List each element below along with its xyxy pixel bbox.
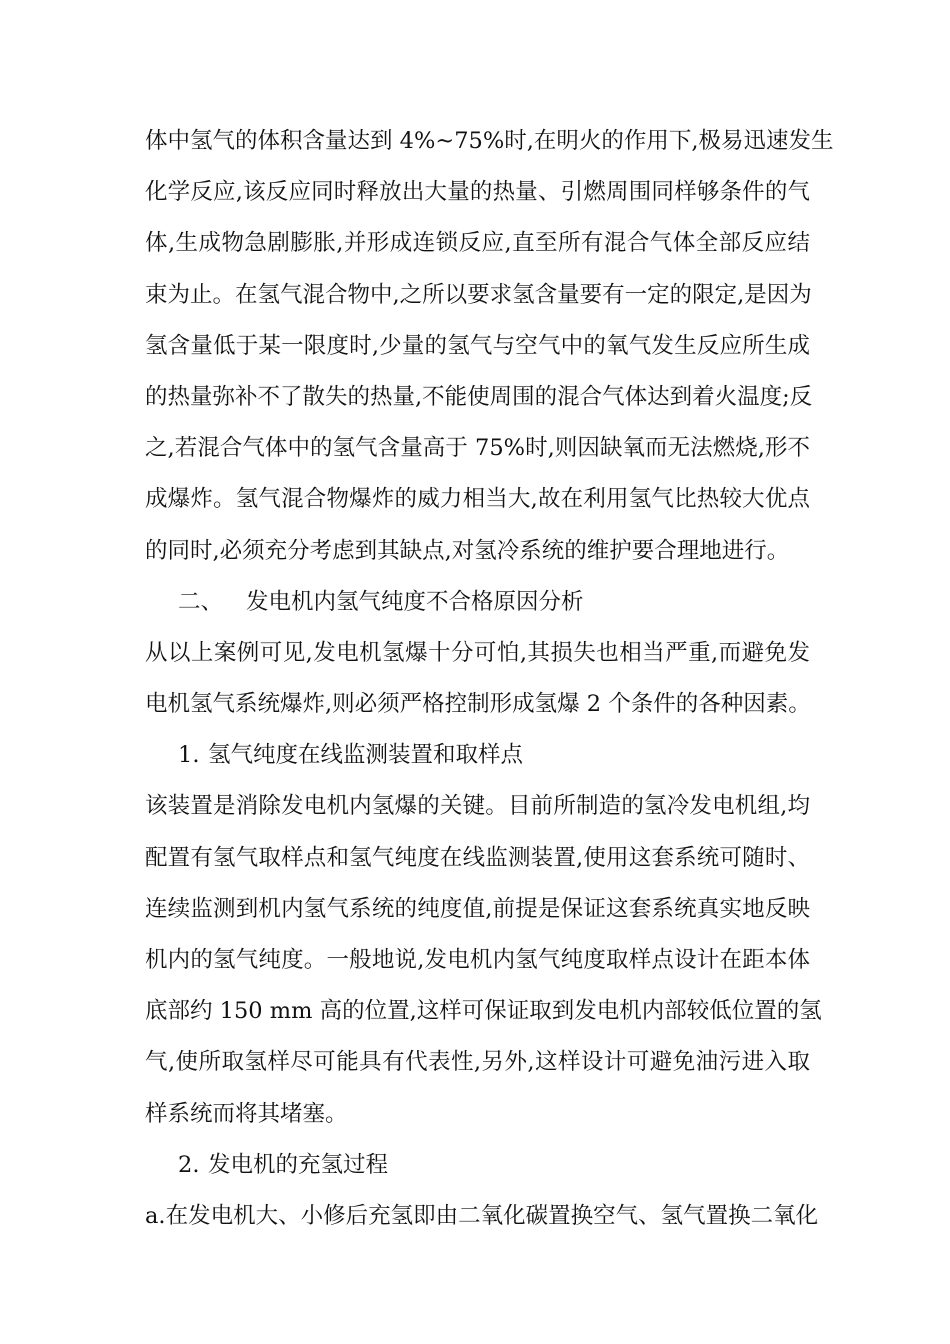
text-line: 该装置是消除发电机内氢爆的关键。目前所制造的氢冷发电机组,均 bbox=[145, 793, 810, 820]
heading-number: 2. bbox=[178, 1151, 200, 1178]
subsection-heading-2 bbox=[145, 1140, 810, 1191]
heading-text: 发电机内氢气纯度不合格原因分析 bbox=[246, 588, 584, 615]
text-line: 体中氢气的体积含量达到 4%~75%时,在明火的作用下,极易迅速发生 bbox=[145, 128, 834, 154]
text-line: 从以上案例可见,发电机氢爆十分可怕,其损失也相当严重,而避免发 bbox=[145, 639, 810, 666]
text-line: 之,若混合气体中的氢气含量高于 75%时,则因缺氧而无法燃烧,形不 bbox=[145, 435, 810, 462]
heading-text: 发电机的充氢过程 bbox=[208, 1151, 389, 1178]
section-heading-2 bbox=[145, 577, 810, 628]
text-line: 机内的氢气纯度。一般地说,发电机内氢气纯度取样点设计在距本体 bbox=[145, 947, 810, 973]
text-line: 样系统而将其堵塞。 bbox=[145, 1100, 348, 1127]
text-line: 配置有氢气取样点和氢气纯度在线监测装置,使用这套系统可随时、 bbox=[145, 844, 810, 871]
text-line: 的热量弥补不了散失的热量,不能使周围的混合气体达到着火温度;反 bbox=[145, 383, 813, 410]
text-line: 成爆炸。氢气混合物爆炸的威力相当大,故在利用氢气比热较大优点 bbox=[145, 486, 810, 513]
text-line: 底部约 150 mm 高的位置,这样可保证取到发电机内部较低位置的氢 bbox=[145, 998, 822, 1025]
text-line: 电机氢气系统爆炸,则必须严格控制形成氢爆 2 个条件的各种因素。 bbox=[145, 691, 811, 718]
subsection-heading-1 bbox=[145, 730, 810, 781]
heading-text: 氢气纯度在线监测装置和取样点 bbox=[208, 742, 524, 769]
text-line: 连续监测到机内氢气系统的纯度值,前提是保证这套系统真实地反映 bbox=[145, 895, 810, 922]
paragraph-case-analysis bbox=[145, 628, 810, 730]
text-line: a.在发电机大、小修后充氢即由二氧化碳置换空气、氢气置换二氧化 bbox=[145, 1202, 819, 1229]
heading-number: 二、 bbox=[178, 588, 224, 615]
text-line: 氢含量低于某一限度时,少量的氢气与空气中的氧气发生反应所生成 bbox=[145, 332, 810, 359]
paragraph-hydrogen-filling bbox=[145, 1191, 819, 1242]
text-line: 的同时,必须充分考虑到其缺点,对氢冷系统的维护要合理地进行。 bbox=[145, 537, 790, 564]
text-line: 体,生成物急剧膨胀,并形成连锁反应,直至所有混合气体全部反应结 bbox=[145, 230, 810, 257]
heading-number: 1. bbox=[178, 742, 200, 769]
paragraph-monitoring-device bbox=[145, 781, 822, 1139]
paragraph-hydrogen-explosion bbox=[145, 116, 834, 577]
text-line: 束为止。在氢气混合物中,之所以要求氢含量要有一定的限定,是因为 bbox=[145, 281, 812, 308]
text-line: 气,使所取氢样尽可能具有代表性,另外,这样设计可避免油污进入取 bbox=[145, 1049, 810, 1076]
document-body bbox=[145, 116, 834, 1242]
text-line: 化学反应,该反应同时释放出大量的热量、引燃周围同样够条件的气 bbox=[145, 179, 810, 206]
